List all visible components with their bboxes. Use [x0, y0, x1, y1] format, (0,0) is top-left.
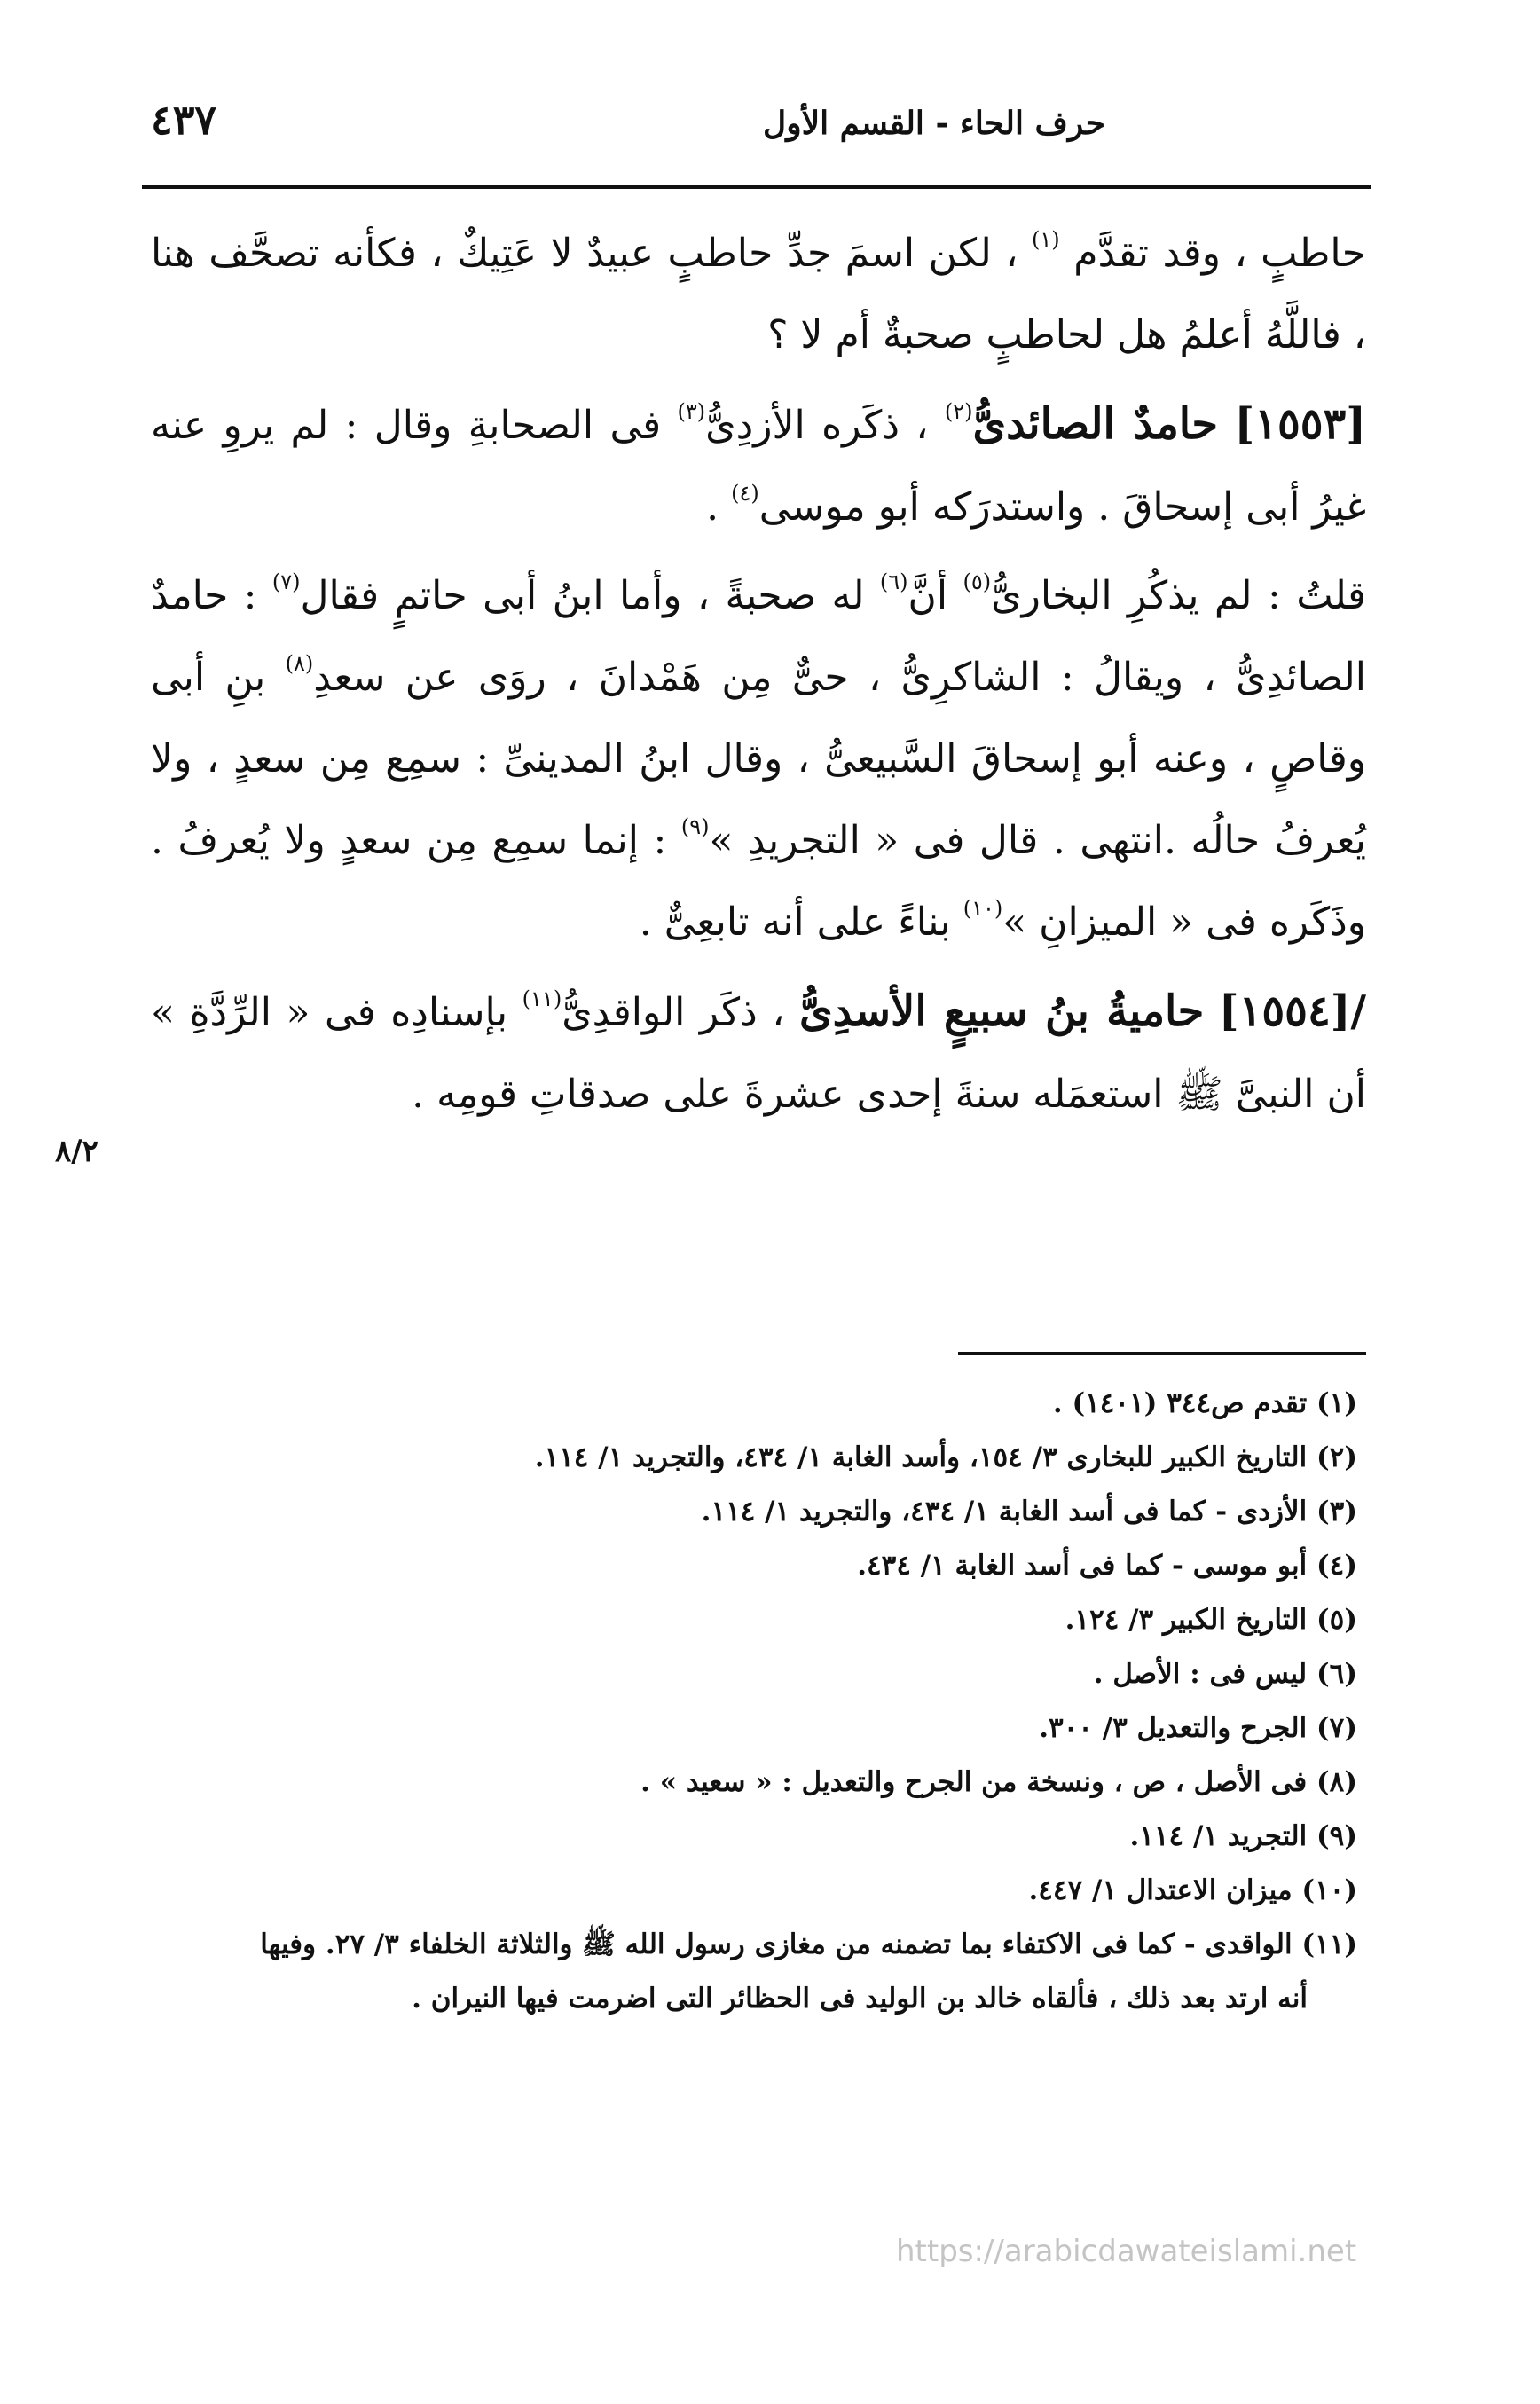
entry-number: [١٥٥٤] [1218, 986, 1351, 1036]
footnote-5: (٥) التاريخ الكبير ٣/ ١٢٤. [1065, 1604, 1357, 1636]
text-run: : إنما سمِع مِن سعدٍ ولا يُعرفُ . وذَكَره فى « الميزانِ » [151, 818, 1366, 945]
margin-reference: ٨/٢ [55, 1134, 98, 1169]
text-run: بإسنادِه فى « الرِّدَّةِ » أن النبىَّ ﷺ استعمَله سنةَ إحدى عشرةَ على صدقاتِ قومِه . [151, 990, 1366, 1117]
footnote-2: (٢) التاريخ الكبير للبخارى ٣/ ١٥٤، وأسد الغابة ١/ ٤٣٤، والتجريد ١/ ١١٤. [534, 1442, 1357, 1473]
text-run: له صحبةً ، وأما ابنُ أبى حاتمٍ فقال [300, 573, 865, 618]
text-run: بنِ أبى وقاصٍ ، وعنه أبو إسحاقَ السَّبيعىُّ ، وقال ابنُ المدينىِّ : سمِع مِن سعدٍ ، ولا يُعرفُ حالُه .انتهى . قال فى « التجريدِ » [151, 655, 1366, 863]
footnote-9: (٩) التجريد ١/ ١١٤. [1129, 1820, 1357, 1852]
entry-1554 [151, 970, 1366, 1135]
header-title: حرف الحاء - القسم الأول [763, 105, 1105, 142]
footnote-10: (١٠) ميزان الاعتدال ١/ ٤٤٧. [1028, 1874, 1357, 1906]
footnotes [142, 1377, 1357, 2026]
text-run: ، ذكَره الأزدِىُّ [705, 403, 929, 448]
running-header [142, 89, 1371, 160]
footnote-ref-1[interactable]: (١) [1032, 227, 1060, 252]
footnote-3: (٣) الأزدى - كما فى أسد الغابة ١/ ٤٣٤، والتجريد ١/ ١١٤. [701, 1496, 1357, 1528]
entry-1553 [151, 383, 1366, 548]
page-break-slash: / [1350, 986, 1366, 1036]
paragraph-continuation [151, 213, 1366, 376]
footnote-ref-9[interactable]: (٩) [680, 814, 710, 839]
text-run: حاطبٍ ، وقد تقدَّم [1073, 231, 1367, 276]
main-text [151, 213, 1366, 1135]
text-run: قلتُ : لم يذكُرِ البخارىُّ [991, 573, 1367, 618]
text-run: فى الصحابةِ وقال : لم يروِ عنه غيرُ أبى إسحاقَ . واستدرَكه أبو موسى [151, 403, 1366, 530]
entry-number: [١٥٥٣] [1234, 399, 1366, 449]
footnote-ref-2[interactable]: (٢) [944, 399, 973, 424]
header-rule [142, 185, 1371, 189]
footnote-4: (٤) أبو موسى - كما فى أسد الغابة ١/ ٤٣٤. [857, 1550, 1357, 1582]
footnote-1: (١) تقدم ص٣٤٤ (١٤٠١) . [1052, 1387, 1357, 1419]
footnote-11-continuation: أنه ارتد بعد ذلك ، فألقاه خالد بن الوليد فى الحظائر التى اضرمت فيها النيران . [412, 1983, 1308, 2015]
text-run: ، لكن اسمَ جدِّ حاطبٍ عبيدٌ لا عَتِيكٌ ، فكأنه تصحَّف هنا ، فاللَّهُ أعلمُ هل لحاطبٍ صحبةٌ أم لا ؟ [151, 231, 1366, 357]
text-run: : حامدٌ الصائدِىُّ ، ويقالُ : الشاكرِىُّ ، حىٌّ مِن هَمْدانَ ، روَى عن سعدِ [151, 573, 1366, 700]
footnote-ref-5[interactable]: (٥) [962, 570, 992, 594]
text-run: . [706, 484, 719, 530]
footnote-ref-7[interactable]: (٧) [271, 570, 301, 594]
footnote-ref-11[interactable]: (١١) [522, 986, 562, 1011]
footnote-ref-8[interactable]: (٨) [285, 651, 314, 676]
footnote-11: (١١) الواقدى - كما فى الاكتفاء بما تضمنه من مغازى رسول الله ﷺ والثلاثة الخلفاء ٣/ ٢٧. وفيها [260, 1929, 1357, 1960]
footnote-ref-3[interactable]: (٣) [677, 399, 706, 424]
footnote-ref-4[interactable]: (٤) [731, 481, 759, 506]
footnote-ref-6[interactable]: (٦) [879, 570, 908, 594]
footnote-7: (٧) الجرح والتعديل ٣/ ٣٠٠. [1039, 1712, 1357, 1744]
text-run: أنَّ [908, 573, 948, 618]
footnote-separator [958, 1352, 1366, 1355]
footnote-ref-10[interactable]: (١٠) [962, 896, 1003, 921]
text-run: ، ذكَر الواقدِىُّ [562, 990, 785, 1035]
page-number: ٤٣٧ [151, 96, 217, 144]
commentary-paragraph [151, 555, 1366, 963]
watermark-url: https://arabicdawateislami.net [896, 2234, 1357, 2269]
entry-name: حامدٌ الصائدىُّ [972, 399, 1219, 449]
footnote-6: (٦) ليس فى : الأصل . [1093, 1658, 1357, 1690]
text-run: بناءً على أنه تابعِىٌّ . [639, 900, 951, 945]
entry-name: حاميةُ بنُ سبيعٍ الأسدِىُّ [799, 986, 1205, 1036]
footnote-8: (٨) فى الأصل ، ص ، ونسخة من الجرح والتعديل : « سعيد » . [640, 1766, 1357, 1798]
